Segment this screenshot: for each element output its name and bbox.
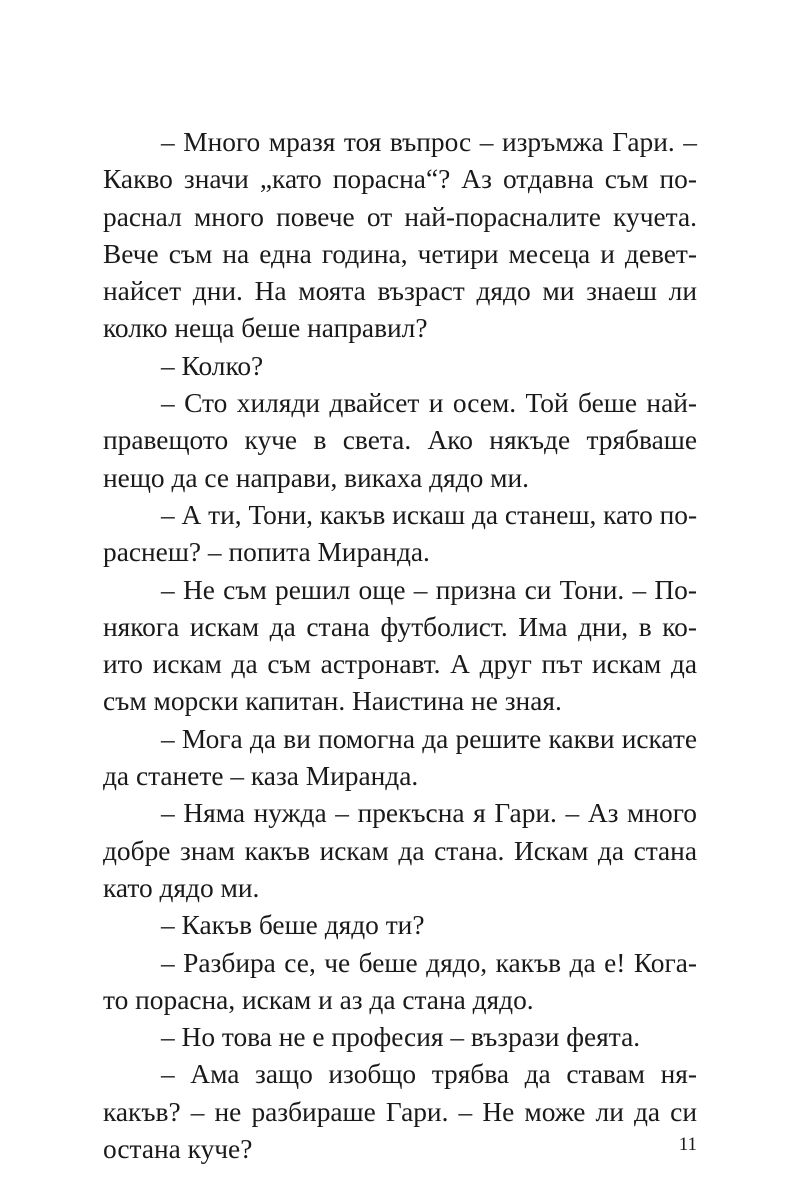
text-line: остана куче? <box>103 1134 253 1165</box>
text-line: – Колко? <box>161 350 264 381</box>
text-line: добре знам какъв искам да стана. Искам да стана <box>103 835 697 866</box>
text-line: раснеш? – попита Миранда. <box>103 537 430 568</box>
text-line: да станете – каза Миранда. <box>103 761 419 792</box>
text-line: някога искам да стана футболист. Има дни, в ко- <box>103 611 697 642</box>
text-line: Какво значи „като порасна“? Аз отдавна съм по- <box>103 164 697 195</box>
text-line: раснал много повече от най-порасналите кучета. <box>103 201 697 232</box>
text-line: правещото куче в света. Ако някъде трябваше <box>103 425 697 456</box>
text-line: – А ти, Тони, какъв искаш да станеш, като по- <box>161 499 698 530</box>
text-line: – Но това не е професия – възрази феята. <box>161 1022 641 1053</box>
text-line: то порасна, искам и аз да стана дядо. <box>103 984 534 1015</box>
text-line: нещо да се направи, викаха дядо ми. <box>103 462 529 493</box>
text-line: – Мога да ви помогна да решите какви искате <box>161 723 697 754</box>
text-line: – Ама защо изобщо трябва да ставам ня- <box>161 1059 697 1090</box>
page-number: 11 <box>678 1134 697 1155</box>
text-line: – Сто хиляди двайсет и осем. Той беше най- <box>161 388 697 419</box>
text-line: – Много мразя тоя въпрос – изръмжа Гари. – <box>161 127 697 157</box>
text-line: Вече съм на една година, четири месеца и девет- <box>103 238 697 269</box>
text-line: като дядо ми. <box>103 872 260 903</box>
body-text <box>103 124 697 1168</box>
text-line: ито искам да съм астронавт. А друг път искам да <box>103 649 697 680</box>
text-line: – Не съм решил още – призна си Тони. – По- <box>161 574 697 605</box>
text-line: – Какъв беше дядо ти? <box>161 910 425 941</box>
text-line: съм морски капитан. Наистина не зная. <box>103 686 562 717</box>
text-line: – Няма нужда – прекъсна я Гари. – Аз много <box>161 798 697 829</box>
text-line: – Разбира се, че беше дядо, какъв да е! Кога- <box>161 947 697 978</box>
text-line: колко неща беше направил? <box>103 313 428 344</box>
text-line: найсет дни. На моята възраст дядо ми знаеш ли <box>103 276 697 307</box>
text-line: какъв? – не разбираше Гари. – Не може ли да си <box>103 1096 697 1127</box>
